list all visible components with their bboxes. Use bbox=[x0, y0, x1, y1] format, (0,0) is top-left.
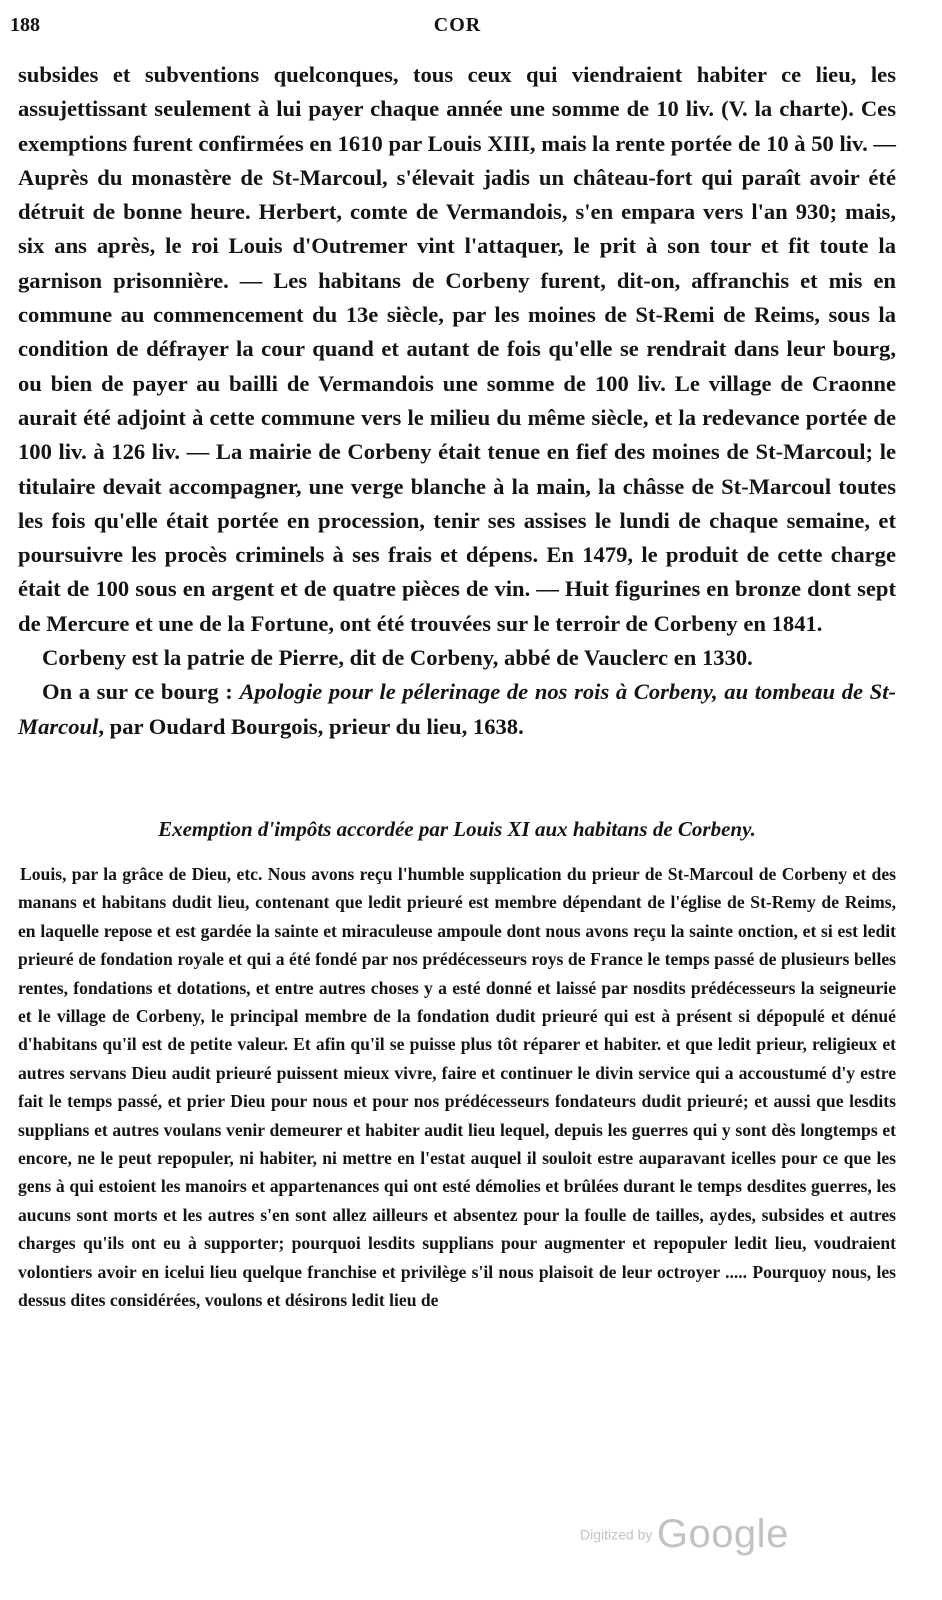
bibliography-prefix: On a sur ce bourg : bbox=[42, 679, 240, 705]
charter-text-block bbox=[18, 860, 896, 1315]
google-watermark bbox=[580, 1512, 789, 1562]
running-head: COR bbox=[433, 14, 482, 36]
watermark-digitized-by: Digitized by bbox=[580, 1526, 653, 1543]
section-title: Exemption d'impôts accordée par Louis XI aux habitans de Corbeny. bbox=[158, 817, 756, 841]
watermark-google-logo: Google bbox=[656, 1512, 789, 1556]
charter-paragraph: Louis, par la grâce de Dieu, etc. Nous avons reçu l'humble supplication du prieur de St-Marcoul de Corbeny et des manans et habitans dudit lieu, contenant que ledit prieuré est membre dépendant de l'église de St-Remy de Reims, en laquelle repose et est gardée la sainte et miraculeuse ampoule dont nous avons reçu la sainte onction, et si est ledit prieuré de fondation royale et qui a été fondé par nos prédécesseurs roys de France le temps passé de plusieurs belles rentes, fondations et dotations, et entre autres choses y a esté donné et laissé par nosdits prédécesseurs la seigneurie et le village de Corbeny, le principal membre de la fondation dudit prieuré qui est à présent si dépopulé et dénué d'habitans qu'il est de petite valeur. Et afin qu'il se puisse plus tôt réparer et habiter. et que ledit prieur, religieux et autres servans Dieu audit prieuré puissent mieux vivre, faire et continuer le divin service qui a accoustumé d'y estre fait le temps passé, et prier Dieu pour nous et pour nos prédécesseurs fondateurs dudit prieuré; et aussi que lesdits supplians et autres voulans venir demeurer et habiter audit lieu lequel, depuis les guerres qui y sont dès longtemps et encore, ne le peut repopuler, ni habiter, ni mettre en l'estat auquel il souloit estre auparavant icelles pour ce que les gens à qui estoient les manoirs et appartenances qui ont esté démolies et brûlées durant le temps desdites guerres, les aucuns sont morts et les autres s'en sont allez ailleurs et absentez pour la foulle de tailles, aydes, subsides et autres charges qu'ils ont eu à supporter; pourquoi lesdits supplians pour augmenter et repopuler ledit lieu, voudraient volontiers avoir en icelui lieu quelque franchise et privilège s'il nous plaisoit de leur octroyer ..... Pourquoy nous, les dessus dites considérées, voulons et désirons ledit lieu de bbox=[18, 864, 896, 1311]
paragraph-history: subsides et subventions quelconques, tous ceux qui viendraient habiter ce lieu, les assujettissant seulement à lui payer chaque année une somme de 10 liv. (V. la charte). Ces exemptions furent confirmées en 1610 par Louis XIII, mais la rente portée de 10 à 50 liv. — Auprès du monastère de St-Marcoul, s'élevait jadis un château-fort qui paraît avoir été détruit de bonne heure. Herbert, comte de Vermandois, s'en empara vers l'an 930; mais, six ans après, le roi Louis d'Outremer vint l'attaquer, le prit à son tour et fit toute la garnison prisonnière. — Les habitans de Corbeny furent, dit-on, affranchis et mis en commune au commencement du 13e siècle, par les moines de St-Remi de Reims, sous la condition de défrayer la cour quand et autant de fois qu'elle se rendrait dans leur bourg, ou bien de payer au bailli de Vermandois une somme de 100 liv. Le village de Craonne aurait été adjoint à cette commune vers le milieu du même siècle, et la redevance portée de 100 liv. à 126 liv. — La mairie de Corbeny était tenue en fief des moines de St-Marcoul; le titulaire devait accompagner, une verge blanche à la main, la châsse de St-Marcoul toutes les fois qu'elle était portée en procession, tenir ses assises le lundi de chaque semaine, et poursuivre les procès criminels à ses frais et dépens. En 1479, le produit de cette charge était de 100 sous en argent et de quatre pièces de vin. — Huit figurines en bronze dont sept de Mercure et une de la Fortune, ont été trouvées sur le terroir de Corbeny en 1841. bbox=[18, 62, 896, 636]
page-header bbox=[10, 14, 905, 44]
paragraph-bibliography bbox=[18, 675, 896, 744]
bibliography-suffix: , par Oudard Bourgois, prieur du lieu, 1638. bbox=[98, 713, 524, 739]
paragraph-birthplace: Corbeny est la patrie de Pierre, dit de Corbeny, abbé de Vauclerc en 1330. bbox=[42, 645, 753, 671]
page-number: 188 bbox=[10, 14, 40, 36]
bibliography-title: Apologie pour le pélerinage de nos rois à Corbeny, au tombeau de St-Marcoul bbox=[18, 679, 897, 739]
main-text-block bbox=[18, 58, 896, 744]
